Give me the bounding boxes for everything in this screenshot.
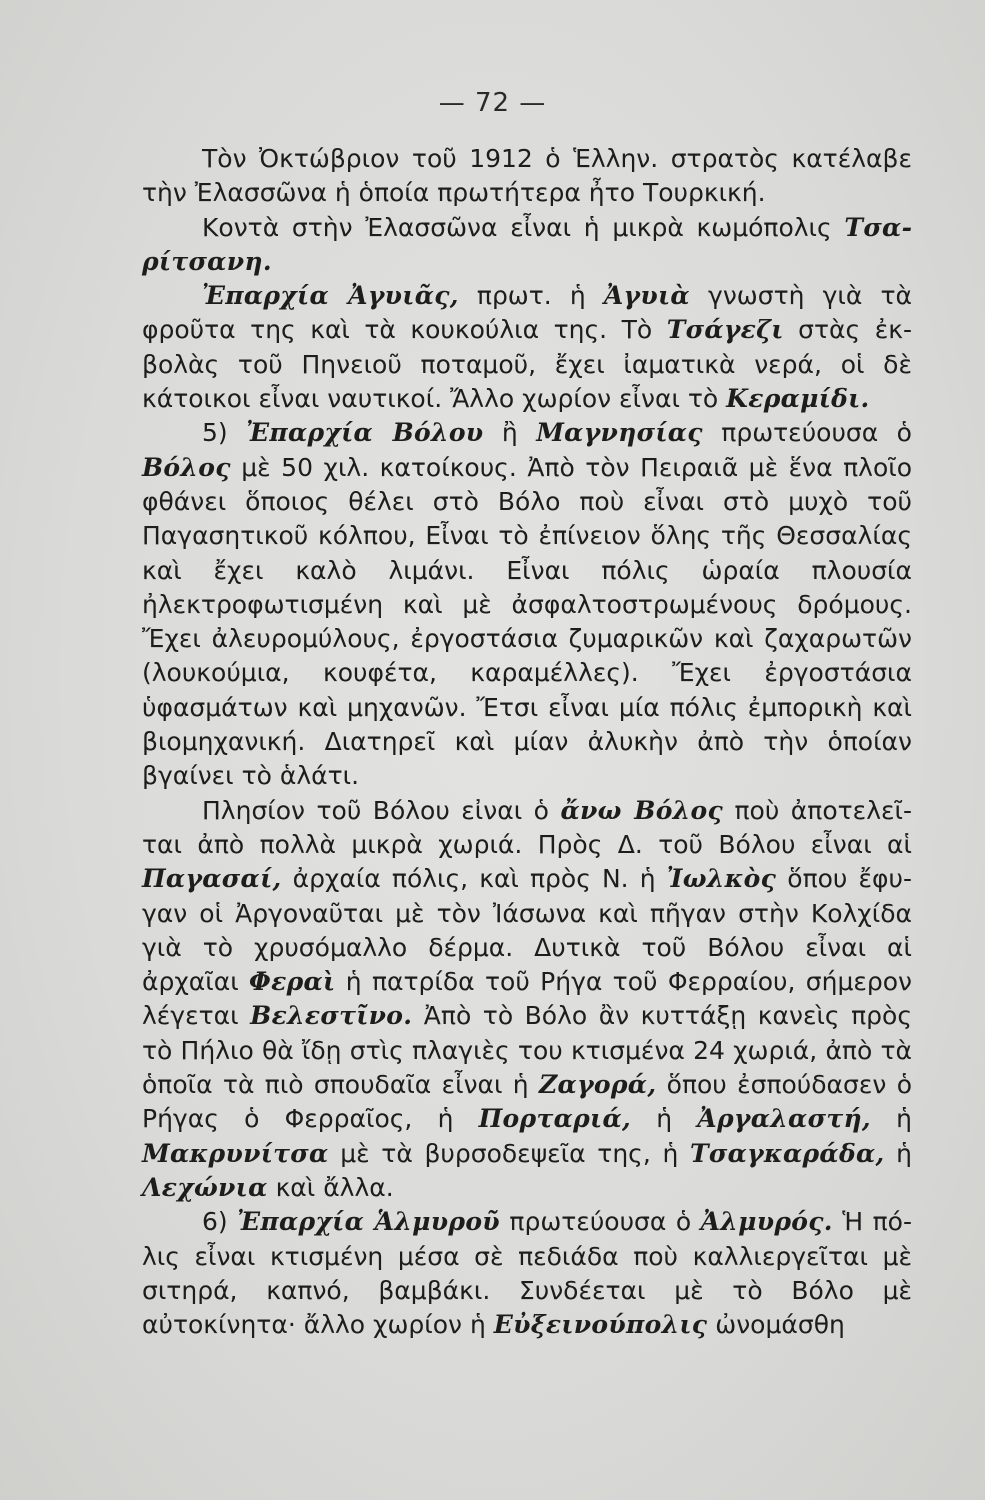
emphasized-term: Τσαγκαράδα, <box>689 1138 885 1168</box>
text-run: πρωτεύουσα ὁ <box>702 418 912 448</box>
paragraph <box>142 794 912 1206</box>
text-run: γνωστὴ γιὰ τὰ φροῦτα της καὶ τὰ κουκούλια της. Τὸ <box>142 281 912 345</box>
text-run: πρωτ. ἡ <box>458 281 604 311</box>
emphasized-term: Λεχώνια <box>142 1172 268 1202</box>
paragraph <box>142 1205 912 1342</box>
paragraph <box>142 142 912 211</box>
text-run: μὲ 50 χιλ. κατοίκους. Ἀπὸ τὸν Πειραιᾶ μὲ ἕνα πλοῖο φθάνει ὅποιος θέλει στὸ Βόλο ποὺ εἶναι στὸ μυχὸ τοῦ Παγασητικοῦ κόλπου, Εἶναι τὸ ἐπίνειον ὅλης τῆς Θεσσαλίας καὶ ἔχει καλὸ λιμάνι. Εἶναι πόλις ὡραία πλουσία ἠλεκτροφωτισμένη καὶ μὲ ἀσφαλτοστρωμένους δρόμους. Ἔχει ἀλευρομύλους, ἐργοστάσια ζυμαρικῶν καὶ ζαχαρωτῶν (λουκούμια, κουφέτα, καραμέλλες). Ἔχει ἐργοστάσια ὑφασμάτων καὶ μηχανῶν. Ἔτσι εἶναι μία πόλις ἐμπορικὴ καὶ βιομηχανική. Διατηρεῖ καὶ μίαν ἀλυκὴν ἀπὸ τὴν ὁποίαν βγαίνει τὸ ἁλάτι. <box>142 452 912 791</box>
emphasized-term: Βόλος <box>142 452 231 482</box>
emphasized-term: Μακρυνίτσα <box>142 1138 329 1168</box>
text-run: ὠνομάσθη <box>707 1310 845 1340</box>
text-run: Ἀπὸ τὸ Βόλο ἂν κυττάξῃ κανεὶς πρὸς τὸ Πήλιο θὰ ἴδῃ στὶς πλαγιὲς του κτισμένα 24 χωριά, ἀπὸ τὰ ὁποῖα τὰ πιὸ σπουδαῖα εἶναι ἡ <box>142 1001 912 1100</box>
emphasized-term: Ἀλμυρός. <box>700 1207 833 1237</box>
text-run: 6) <box>202 1207 238 1237</box>
emphasized-term: Κεραμίδι. <box>726 384 870 414</box>
text-run: ποὺ ἀποτελεῖται ἀπὸ πολλὰ μικρὰ χωριά. Πρὸς Δ. τοῦ Βόλου εἶναι αἱ <box>142 795 912 859</box>
text-run: πρωτεύουσα ὁ <box>499 1207 701 1237</box>
emphasized-term: Ἐπαρχία Ἁλμυροῦ <box>237 1207 500 1237</box>
paragraph <box>142 416 912 793</box>
emphasized-term: Πορταριά, <box>478 1104 631 1134</box>
paragraph <box>142 279 912 416</box>
emphasized-term: Τσάγεζι <box>666 315 784 345</box>
text-run: ἡ <box>631 1104 698 1134</box>
paragraph <box>142 211 912 280</box>
emphasized-term: ἄνω Βόλος <box>560 795 724 825</box>
text-run: ἡ <box>870 1104 912 1134</box>
text-run: ὅπου ἔφυγαν οἱ Ἀργοναῦται μὲ τὸν Ἰάσωνα καὶ πῆγαν στὴν Κολχίδα γιὰ τὸ χρυσόμαλλο δέρμα. Δυτικὰ τοῦ Βόλου εἶναι αἱ ἀρχαῖαι <box>142 864 912 997</box>
text-run: ἡ <box>884 1138 912 1168</box>
text-run: ἀρχαία πόλις, καὶ πρὸς Ν. ἡ <box>281 864 667 894</box>
text-run: στὰς ἐκβολὰς τοῦ Πηνειοῦ ποταμοῦ, ἔχει ἰαματικὰ νερά, οἱ δὲ κάτοικοι εἶναι ναυτικοί. Ἄλλο χωρίον εἶναι τὸ <box>142 315 912 414</box>
emphasized-term: Ἐπαρχία Ἀγυιᾶς, <box>202 281 459 311</box>
emphasized-term: Ἐπαρχία Βόλου <box>246 418 484 448</box>
emphasized-term: Ζαγορά, <box>538 1070 657 1100</box>
text-run: 5) <box>202 418 247 448</box>
text-run: Κοντὰ στὴν Ἐλασσῶνα εἶναι ἡ μικρὰ κωμόπολις <box>202 212 845 242</box>
emphasized-term: Τσαρίτσανη. <box>142 212 912 276</box>
text-run: καὶ ἄλλα. <box>267 1172 394 1202</box>
text-run: ὅπου ἐσπούδασεν ὁ Ρήγας ὁ Φερραῖος, ἡ <box>142 1070 912 1134</box>
emphasized-term: Ἀργαλαστή, <box>697 1104 871 1134</box>
text-run: ἡ πατρίδα τοῦ Ρήγα τοῦ Φερραίου, σήμερον λέγεται <box>142 967 912 1031</box>
emphasized-term: Μαγνησίας <box>536 418 703 448</box>
text-run: μὲ τὰ βυρσοδεψεῖα της, ἡ <box>328 1138 690 1168</box>
text-run: ἢ <box>483 418 537 448</box>
emphasized-term: Φεραὶ <box>249 967 336 997</box>
emphasized-term: Εὐξεινούπολις <box>493 1310 708 1340</box>
text-run: Πλησίον τοῦ Βόλου εἰναι ὁ <box>202 795 561 825</box>
emphasized-term: Παγασαί, <box>142 864 282 894</box>
page-number: — 72 — <box>438 88 547 118</box>
emphasized-term: Ἰωλκὸς <box>666 864 777 894</box>
body-text <box>142 142 912 1342</box>
emphasized-term: Ἀγυιὰ <box>603 281 690 311</box>
emphasized-term: Βελεστῖνο. <box>250 1001 413 1031</box>
text-run: Ἡ πόλις εἶναι κτισμένη μέσα σὲ πεδιάδα ποὺ καλλιεργεῖται μὲ σιτηρά, καπνό, βαμβάκι. Συνδέεται μὲ τὸ Βόλο μὲ αὐτοκίνητα· ἄλλο χωρίον ἡ <box>142 1207 912 1340</box>
text-run: Τὸν Ὀκτώβριον τοῦ 1912 ὁ Ἑλλην. στρατὸς κατέλαβε τὴν Ἐλασσῶνα ἡ ὁποία πρωτήτερα ἦτο Τουρκική. <box>142 144 912 208</box>
